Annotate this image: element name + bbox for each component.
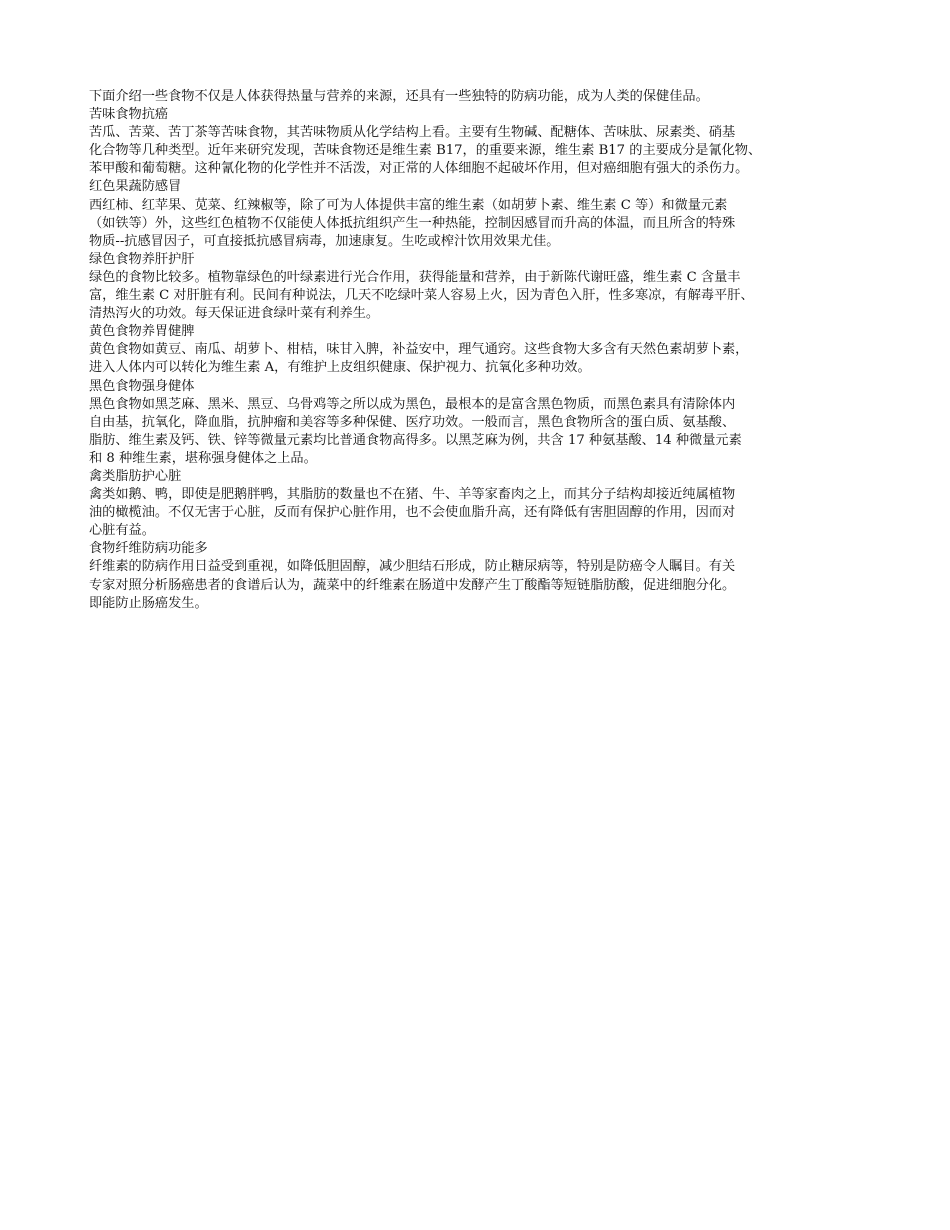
- intro-paragraph: 下面介绍一些食物不仅是人体获得热量与营养的来源，还具有一些独特的防病功能，成为人类的保健佳品。: [89, 89, 709, 104]
- section-heading-yellow: 黄色食物养胃健脾: [89, 324, 195, 340]
- section-body-green: 绿色的食物比较多。植物靠绿色的叶绿素进行光合作用，获得能量和营养，由于新陈代谢旺盛，维生素 C 含量丰 富，维生素 C 对肝脏有利。民间有种说法，几天不吃绿叶菜人容易上火，因为青色入肝，性多寒凉，有解毒平肝、 清热泻火的功效。每天保证进食绿叶菜有利养生。: [89, 269, 754, 322]
- section-body-black: 黑色食物如黑芝麻、黑米、黑豆、乌骨鸡等之所以成为黑色，最根本的是富含黑色物质，而黑色素具有清除体内 自由基，抗氧化，降血脂，抗肿瘤和美容等多种保健、医疗功效。一般而言，黑色食物所含的蛋白质、氨基酸、 脂肪、维生素及钙、铁、锌等微量元素均比普通食物高得多。以黑芝麻为例，共含 17 种氨基酸、14 种微量元素 和 8 种维生素，堪称强身健体之上品。: [89, 396, 742, 466]
- section-heading-black: 黑色食物强身健体: [89, 378, 195, 394]
- section-heading-green: 绿色食物养肝护肝: [89, 251, 195, 267]
- section-body-yellow: 黄色食物如黄豆、南瓜、胡萝卜、柑桔，味甘入脾，补益安中，理气通窍。这些食物大多含有天然色素胡萝卜素， 进入人体内可以转化为维生素 A，有维护上皮组织健康、保护视力、抗氧化多种功效。: [89, 342, 749, 376]
- section-heading-bitter: 苦味食物抗癌: [89, 107, 169, 123]
- document-page: [89, 88, 865, 613]
- section-body-fiber: 纤维素的防病作用日益受到重视，如降低胆固醇，减少胆结石形成，防止糖尿病等，特别是防癌令人瞩目。有关 专家对照分析肠癌患者的食谱后认为，蔬菜中的纤维素在肠道中发酵产生丁酸酯等短链脂肪酸，促进细胞分化。 即能防止肠癌发生。: [89, 559, 736, 611]
- section-body-red: 西红柿、红苹果、苋菜、红辣椒等，除了可为人体提供丰富的维生素（如胡萝卜素、维生素 C 等）和微量元素 （如铁等）外，这些红色植物不仅能使人体抵抗组织产生一种热能，控制因感冒而升高的体温，而且所含的特殊 物质--抗感冒因子，可直接抵抗感冒病毒，加速康复。生吃或榨汁饮用效果尤佳。: [89, 197, 736, 249]
- section-body-bitter: 苦瓜、苦菜、苦丁茶等苦味食物，其苦味物质从化学结构上看。主要有生物碱、配糖体、苦味肽、尿素类、硝基 化合物等几种类型。近年来研究发现，苦味食物还是维生素 B17，的重要来源，维生素 B17 的主要成分是氰化物、 苯甲酸和葡萄糖。这种氰化物的化学性并不活泼，对正常的人体细胞不起破坏作用，但对癌细胞有强大的杀伤力。: [89, 125, 762, 177]
- section-heading-red: 红色果蔬防感冒: [89, 179, 182, 195]
- section-body-poultry: 禽类如鹅、鸭，即使是肥鹅胖鸭，其脂肪的数量也不在猪、牛、羊等家畜肉之上，而其分子结构却接近纯属植物 油的橄榄油。不仅无害于心脏，反而有保护心脏作用，也不会使血脂升高，还有降低有害胆固醇的作用，因而对 心脏有益。: [89, 487, 736, 539]
- section-heading-fiber: 食物纤维防病功能多: [89, 541, 208, 557]
- section-heading-poultry: 禽类脂肪护心脏: [89, 468, 182, 484]
